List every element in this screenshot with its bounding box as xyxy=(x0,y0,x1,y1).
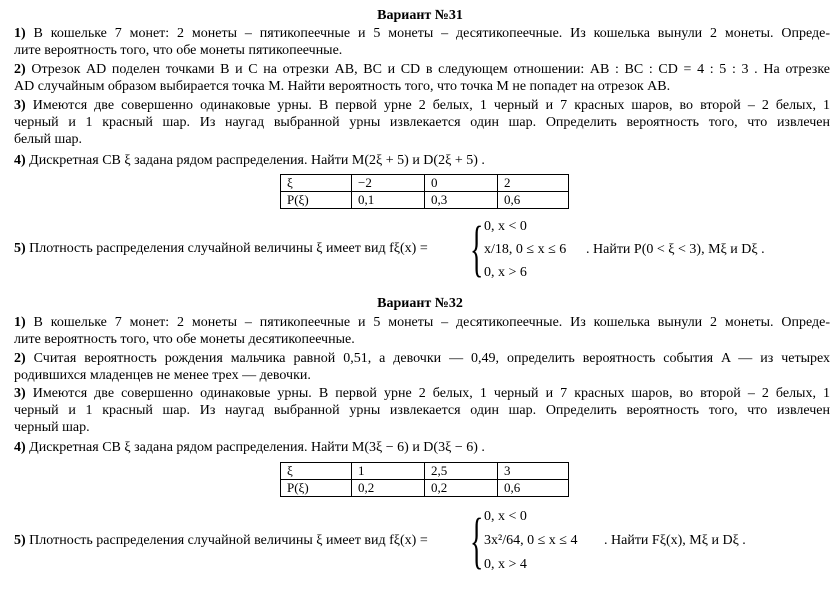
v31-piece-2: x/18, 0 ≤ x ≤ 6 xyxy=(484,242,567,257)
v32-q2-text-1: Считая вероятность рождения мальчика равной 0,51, а девочки — 0,49, определить вероятность события A — из четырех xyxy=(33,351,830,366)
v31-distribution-table xyxy=(280,174,569,209)
v32-q3-line2: черный и 1 красный шар. Из наугад выбранной урны извлекается один шар. Определить вероятность того, что извлечен xyxy=(14,403,830,418)
table-cell: 0 xyxy=(425,175,498,192)
v31-q2-number: 2) xyxy=(14,62,26,77)
v32-q4-number: 4) xyxy=(14,440,26,455)
table-cell: 0,6 xyxy=(498,192,569,209)
v31-q1-number: 1) xyxy=(14,26,26,41)
table-row xyxy=(281,480,569,497)
v31-piece-3: 0, x > 6 xyxy=(484,265,527,280)
v32-q3-text-1: Имеются две совершенно одинаковые урны. В первой урне 2 белых, 1 черный и 7 красных шаров, во второй – 2 белых, 1 xyxy=(32,386,831,401)
v32-piecewise-brace: { xyxy=(470,507,484,575)
variant-31-title: Вариант №31 xyxy=(377,8,463,23)
table-row xyxy=(281,463,569,480)
v32-q3-line3: черный шар. xyxy=(14,420,90,435)
v31-q5-text: Плотность распределения случайной величины ξ имеет вид fξ(x) = xyxy=(29,241,428,256)
v31-q1-text-1: В кошельке 7 монет: 2 монеты – пятикопеечные и 5 монеты – десятикопеечные. Из кошелька вынули 2 монеты. Опреде- xyxy=(33,26,830,41)
v31-piecewise-brace: { xyxy=(470,215,484,283)
table-cell: 2,5 xyxy=(425,463,498,480)
table-header-cell: P(ξ) xyxy=(281,480,352,497)
v31-q1-line1 xyxy=(14,25,830,42)
table-cell: 0,1 xyxy=(352,192,425,209)
v31-piece-1: 0, x < 0 xyxy=(484,219,527,234)
v31-q3-line2: черный и 1 красный шар. Из наугад выбранной урны извлекается один шар. Определить вероятность того, что извлечен xyxy=(14,115,830,130)
v32-q1-text-1: В кошельке 7 монет: 2 монеты – пятикопеечные и 5 монеты – десятикопеечные. Из кошелька вынули 2 монеты. Опреде- xyxy=(33,315,830,330)
v32-q1-line1 xyxy=(14,314,830,331)
v31-q4-line xyxy=(14,152,830,169)
v31-q2-text-1: Отрезок AD поделен точками B и C на отрезки AB, BC и CD в следующем отношении: AB : BC : CD = 4 : 5 : 3 . На отрезке xyxy=(31,62,831,77)
table-row xyxy=(281,192,569,209)
v32-q5-text: Плотность распределения случайной величины ξ имеет вид fξ(x) = xyxy=(29,533,428,548)
v32-piece-2: 3x²/64, 0 ≤ x ≤ 4 xyxy=(484,533,578,548)
v32-q3-line1 xyxy=(14,385,830,402)
table-cell: 0,6 xyxy=(498,480,569,497)
v31-q4-text: Дискретная СВ ξ задана рядом распределения. Найти M(2ξ + 5) и D(2ξ + 5) . xyxy=(29,153,485,168)
v32-q5-line xyxy=(14,532,484,549)
table-header-cell: P(ξ) xyxy=(281,192,352,209)
v31-q5-tail: . Найти P(0 < ξ < 3), Mξ и Dξ . xyxy=(586,242,765,257)
table-cell: −2 xyxy=(352,175,425,192)
table-header-cell: ξ xyxy=(281,175,352,192)
table-cell: 0,2 xyxy=(352,480,425,497)
variant-32-title: Вариант №32 xyxy=(377,296,463,311)
v31-q3-text-1: Имеются две совершенно одинаковые урны. В первой урне 2 белых, 1 черный и 7 красных шаров, во второй – 2 белых, 1 xyxy=(32,98,831,113)
v32-distribution-table xyxy=(280,462,569,497)
v31-q3-line1 xyxy=(14,97,830,114)
v31-q2-line2: AD случайным образом выбирается точка M. Найти вероятность того, что точка M не попадет на отрезок AB. xyxy=(14,79,671,94)
v31-q5-number: 5) xyxy=(14,241,26,256)
v32-q4-line xyxy=(14,439,830,456)
table-cell: 1 xyxy=(352,463,425,480)
v31-q2-line1 xyxy=(14,61,830,78)
v32-q3-number: 3) xyxy=(14,386,26,401)
v32-q4-text: Дискретная СВ ξ задана рядом распределения. Найти M(3ξ − 6) и D(3ξ − 6) . xyxy=(29,440,485,455)
table-cell: 2 xyxy=(498,175,569,192)
table-cell: 0,3 xyxy=(425,192,498,209)
v32-q5-number: 5) xyxy=(14,533,26,548)
v31-q1-line2: лите вероятность того, что обе монеты пятикопеечные. xyxy=(14,43,343,58)
v31-q3-number: 3) xyxy=(14,98,26,113)
v31-q4-number: 4) xyxy=(14,153,26,168)
v32-piece-3: 0, x > 4 xyxy=(484,557,527,572)
table-cell: 3 xyxy=(498,463,569,480)
table-cell: 0,2 xyxy=(425,480,498,497)
v32-q5-tail: . Найти Fξ(x), Mξ и Dξ . xyxy=(604,533,746,548)
v31-q5-line xyxy=(14,240,484,257)
v32-q1-line2: лите вероятность того, что обе монеты десятикопеечные. xyxy=(14,332,355,347)
v32-q2-number: 2) xyxy=(14,351,26,366)
v32-q2-line2: родившихся младенцев не менее трех — девочки. xyxy=(14,368,311,383)
table-header-cell: ξ xyxy=(281,463,352,480)
v32-q1-number: 1) xyxy=(14,315,26,330)
v32-q2-line1 xyxy=(14,350,830,367)
v31-q3-line3: белый шар. xyxy=(14,132,83,147)
table-row xyxy=(281,175,569,192)
v32-piece-1: 0, x < 0 xyxy=(484,509,527,524)
